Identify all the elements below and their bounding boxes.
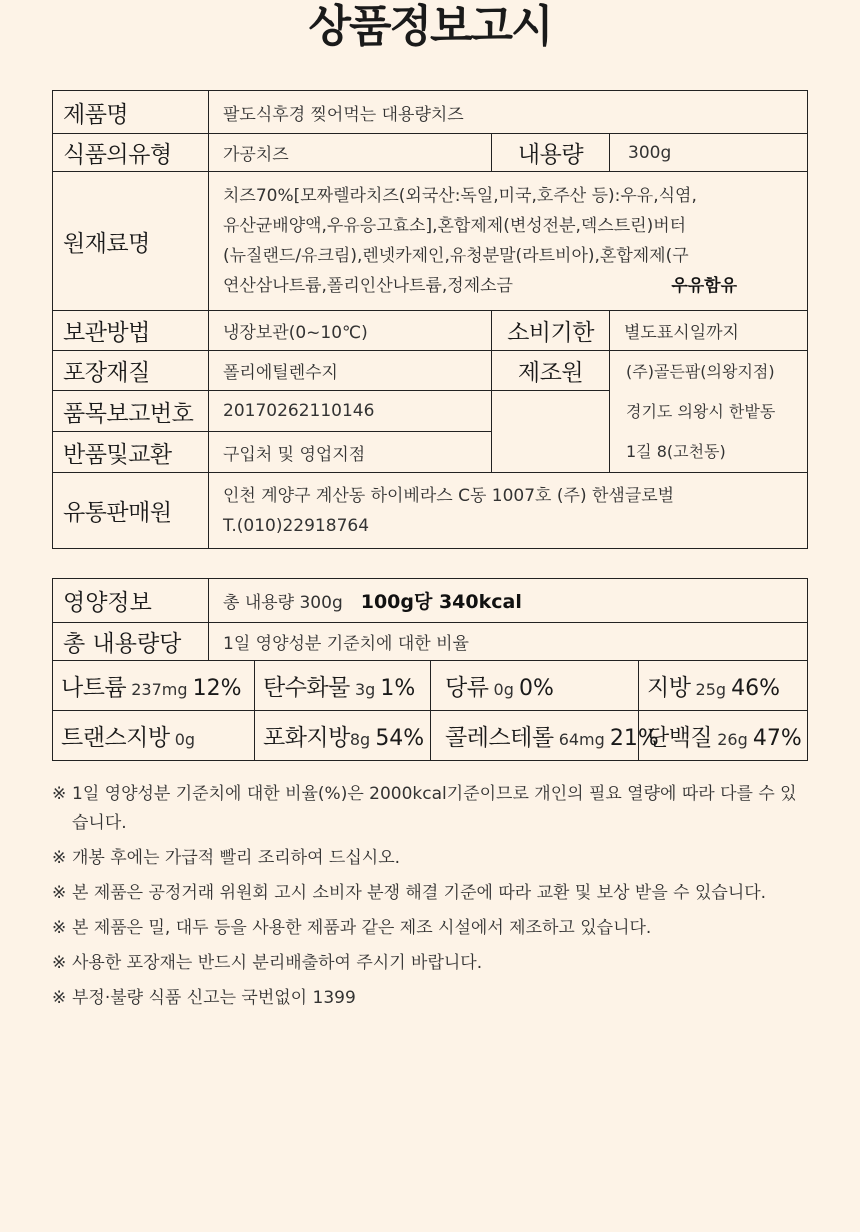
returns-label: 반품및교환	[53, 432, 209, 473]
food-type-label: 식품의유형	[53, 134, 209, 172]
nutrient-name: 트랜스지방	[61, 725, 170, 751]
nutrient-row	[53, 661, 808, 711]
note-mark: ※	[52, 784, 67, 804]
ingredients-line: 치즈70%[모짜렐라치즈(외국산:독일,미국,호주산 등):우유,식염,	[223, 186, 697, 206]
report-no-label: 품목보고번호	[53, 391, 209, 432]
basis-label: 총 내용량당	[53, 623, 209, 661]
distributor-line: 인천 계양구 계산동 하이베라스 C동 1007호 (주) 한샘글로벌	[223, 485, 675, 506]
product-name-label: 제품명	[53, 91, 209, 134]
storage-value: 냉장보관(0~10℃)	[209, 311, 492, 351]
storage-label: 보관방법	[53, 311, 209, 351]
nutrient-cell	[255, 661, 431, 711]
note-mark: ※	[52, 988, 67, 1008]
nutrient-name: 지방	[647, 675, 691, 701]
note-text: 본 제품은 공정거래 위원회 고시 소비자 분쟁 해결 기준에 따라 교환 및 보상 받을 수 있습니다.	[72, 883, 767, 903]
expiry-value: 별도표시일까지	[610, 311, 808, 351]
nutrient-cell	[639, 661, 808, 711]
product-name-value: 팔도식후경 찢어먹는 대용량치즈	[209, 91, 808, 134]
ingredients-line: 유산균배양액,우유응고효소],혼합제제(변성전분,덱스트린)버터	[223, 216, 687, 236]
empty-cell	[492, 391, 610, 473]
nutrition-summary	[209, 579, 808, 623]
nutrient-percent: 46%	[731, 676, 781, 701]
note-text: 개봉 후에는 가급적 빨리 조리하여 드십시오.	[72, 848, 401, 868]
packaging-value: 폴리에틸렌수지	[209, 351, 492, 391]
kcal-per-100g: 100g당 340kcal	[360, 591, 522, 613]
nutrient-percent: 21%	[609, 726, 659, 751]
ingredients-value	[209, 172, 808, 311]
note-mark: ※	[52, 918, 67, 938]
distributor-value	[209, 473, 808, 549]
nutrient-amount: 3g	[354, 680, 376, 699]
nutrient-percent: 1%	[380, 676, 416, 701]
nutrient-name: 콜레스테롤	[445, 725, 554, 751]
note-item	[52, 949, 812, 978]
manufacturer-line: (주)골든팜(의왕지점)	[626, 361, 775, 381]
manufacturer-value	[610, 351, 808, 473]
nutrient-amount: 26g	[717, 730, 748, 749]
nutrient-cell	[639, 711, 808, 761]
returns-value: 구입처 및 영업지점	[209, 432, 492, 473]
nutrient-name: 나트륨	[61, 675, 127, 701]
note-mark: ※	[52, 953, 67, 973]
volume-value: 300g	[610, 134, 808, 172]
note-mark: ※	[52, 883, 67, 903]
nutrient-name: 포화지방	[263, 725, 350, 751]
nutrient-cell	[431, 661, 639, 711]
ingredients-line-text: 연산삼나트륨,폴리인산나트륨,정제소금	[223, 276, 513, 296]
ingredients-line	[223, 271, 807, 301]
total-volume: 총 내용량 300g	[223, 593, 343, 613]
row-food-type	[53, 134, 808, 172]
ingredients-label: 원재료명	[53, 172, 209, 311]
nutrition-header-row	[53, 579, 808, 623]
nutrient-percent: 12%	[192, 676, 242, 701]
note-text: 사용한 포장재는 반드시 분리배출하여 주시기 바랍니다.	[72, 953, 483, 973]
packaging-label: 포장재질	[53, 351, 209, 391]
volume-label: 내용량	[492, 134, 610, 172]
note-item	[52, 984, 812, 1013]
nutrient-cell	[53, 711, 255, 761]
nutrition-basis-row	[53, 623, 808, 661]
note-item	[52, 914, 812, 943]
row-distributor	[53, 473, 808, 549]
nutrient-percent: 47%	[752, 726, 802, 751]
row-product-name	[53, 91, 808, 134]
manufacturer-line: 1길 8(고천동)	[626, 441, 726, 461]
note-text: 부정·불량 식품 신고는 국번없이 1399	[72, 988, 356, 1008]
distributor-line: T.(010)22918764	[223, 515, 370, 536]
nutrient-percent: 0%	[518, 676, 554, 701]
note-item	[52, 844, 812, 873]
page-title: 상품정보고시	[308, 1, 552, 52]
note-item	[52, 780, 812, 838]
nutrient-row	[53, 711, 808, 761]
nutrient-amount: 237mg	[131, 680, 188, 699]
manufacturer-line: 경기도 의왕시 한밭동	[626, 401, 776, 421]
nutrient-percent: 54%	[375, 726, 425, 751]
nutrient-amount: 8g	[349, 730, 371, 749]
distributor-label: 유통판매원	[53, 473, 209, 549]
nutrient-name: 단백질	[647, 725, 713, 751]
nutrient-amount: 25g	[695, 680, 727, 699]
report-no-value: 20170262110146	[209, 391, 492, 432]
nutrient-amount: 0g	[493, 680, 514, 699]
nutrient-cell	[53, 661, 255, 711]
row-packaging	[53, 351, 808, 391]
nutrient-name: 당류	[445, 675, 489, 701]
allergen-note: 우유함유	[671, 276, 738, 296]
nutrient-name: 탄수화물	[263, 675, 350, 701]
nutrient-amount: 64mg	[558, 730, 605, 749]
ingredients-line: (뉴질랜드/유크림),렌넷카제인,유청분말(라트비아),혼합제제(구	[223, 246, 689, 266]
expiry-label: 소비기한	[492, 311, 610, 351]
row-storage	[53, 311, 808, 351]
basis-value: 1일 영양성분 기준치에 대한 비율	[209, 623, 808, 661]
nutrient-cell	[255, 711, 431, 761]
notes-list	[52, 780, 812, 1019]
note-mark: ※	[52, 848, 67, 868]
note-text: 본 제품은 밀, 대두 등을 사용한 제품과 같은 제조 시설에서 제조하고 있습니다.	[72, 918, 652, 938]
product-info-table	[52, 90, 808, 549]
nutrition-table	[52, 578, 808, 761]
manufacturer-label: 제조원	[492, 351, 610, 391]
nutrient-cell	[431, 711, 659, 761]
row-ingredients	[53, 172, 808, 311]
note-item	[52, 879, 812, 908]
food-type-value: 가공치즈	[209, 134, 492, 172]
note-text: 1일 영양성분 기준치에 대한 비율(%)은 2000kcal기준이므로 개인의 필요 열량에 따라 다를 수 있습니다.	[72, 784, 797, 833]
nutrition-label: 영양정보	[53, 579, 209, 623]
nutrient-amount: 0g	[174, 730, 196, 749]
